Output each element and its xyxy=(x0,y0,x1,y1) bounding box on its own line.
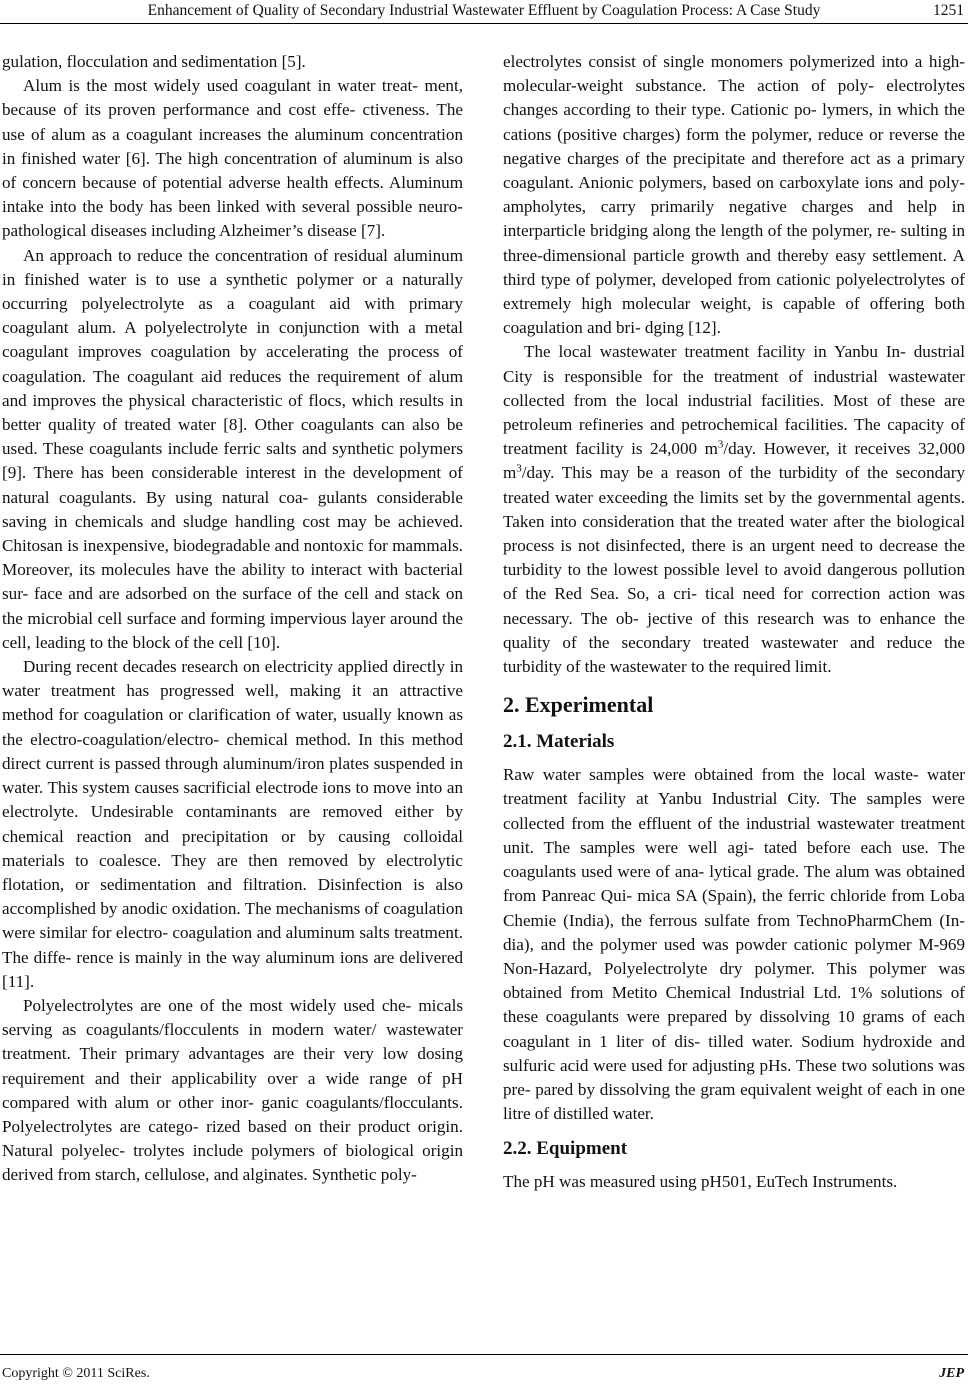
paragraph xyxy=(503,340,965,679)
left-column xyxy=(2,50,463,1188)
paragraph: An approach to reduce the concentration of residual aluminum in finished water is to use a synthetic polymer or a naturally occurring polyelectrolyte as a coagulant aid with primary coagulant alum. A polyelectrolyte in conjunction with a metal coagulant improves coagulation by accelerating the process of coagulation. The coagulant aid reduces the requirement of alum and improves the physical characteristic of flocs, which results in better quality of treated water [8]. Other coagulants can also be used. These coagulants include ferric salts and synthetic polymers [9]. There has been considerable interest in the development of natural coagulants. By using natural coa- gulants considerable saving in chemicals and sludge handling cost may be achieved. Chitosan is inexpensive, biodegradable and nontoxic for mammals. Moreover, its molecules have the ability to interact with bacterial sur- face and are adsorbed on the surface of the cell and stack on the microbial cell surface and forming impervious layer around the cell, leading to the block of the cell [10]. xyxy=(2,245,463,652)
page-number: 1251 xyxy=(933,2,964,19)
section-heading: 2. Experimental xyxy=(503,692,654,718)
text-run: The local wastewater treatment facility in Yanbu In- dustrial City is responsible for the treatment of industrial wastewater collected from the local industrial facilities. Most of these are petroleum refineries and petrochemical facilities. The capacity of treatment facility is 24,000 m xyxy=(503,342,965,459)
text-run: /day. This may be a reason of the turbidity of the secondary treated water exceeding the limits set by the governmental agents. Taken into consideration that the treated water after the biological process is not disinfected, there is an urgent need to decrease the turbidity to the lowest possible level to avoid dangerous pollution of the Red Sea. So, a cri- tical need for correction action was necessary. The ob- jective of this research was to enhance the quality of the secondary treated wastewater and reduce the turbidity of the wastewater to the required limit. xyxy=(503,463,965,677)
paragraph: Raw water samples were obtained from the local waste- water treatment facility at Yanbu Industrial City. The samples were collected from the effluent of the industrial wastewater treatment unit. The samples were well agi- tated before each use. The coagulants used were of ana- lytical grade. The alum was obtained from Panreac Qui- mica SA (Spain), the ferric chloride from Loba Chemie (India), the ferrous sulfate from TechnoPharmChem (In- dia), and the polymer used was powder cationic polymer M-969 Non-Hazard, Polyelectrolyte dry polymer. This polymer was obtained from Metito Chemical Industrial Ltd. 1% solutions of these coagulants were prepared by dissolving 10 grams of each coagulant in 1 liter of dis- tilled water. Sodium hydroxide and sulfuric acid were used for adjusting pHs. These two solutions was pre- pared by dissolving the gram equivalent weight of each in one litre of distilled water. xyxy=(503,765,965,1124)
paragraph: Polyelectrolytes are one of the most widely used che- micals serving as coagulants/flocculents in modern water/ wastewater treatment. Their primary advantages are their very low dosing requirement and their applicability over a wide range of pH compared with alum or other inor- ganic coagulants/flocculants. Polyelectrolytes are catego- rized based on their product origin. Natural polyelec- trolytes include polymers of biological origin derived from starch, cellulose, and alginates. Synthetic poly- xyxy=(2,995,463,1185)
page-footer xyxy=(0,1354,968,1384)
copyright-notice: Copyright © 2011 SciRes. xyxy=(2,1366,150,1381)
subsection-heading: 2.1. Materials xyxy=(503,731,615,753)
superscript: 3 xyxy=(717,438,724,451)
text-run: /day. However, it receives 32,000 m xyxy=(503,439,965,483)
running-header xyxy=(0,0,968,30)
paragraph: During recent decades research on electricity applied directly in water treatment has progressed well, making it an attractive method for coagulation or clarification of water, usually known as the electro-coagulation/electro- chemical method. In this method direct current is passed through aluminum/iron plates suspended in water. This system causes sacrificial electrode ions to move into an electrolyte. Undesirable contaminants are removed either by chemical reaction and precipitation or by causing colloidal materials to coalesce. They are then removed by electrolytic flotation, or sedimentation and filtration. Disinfection is also accomplished by anodic oxidation. The mechanisms of coagulation were similar for electro- coagulation and aluminum salts treatment. The diffe- rence is mainly in the way aluminum ions are delivered [11]. xyxy=(2,657,463,991)
subsection-heading: 2.2. Equipment xyxy=(503,1138,628,1160)
footer-rule xyxy=(0,1354,968,1355)
paragraph: gulation, flocculation and sedimentation [5]. xyxy=(2,52,306,71)
paragraph: Alum is the most widely used coagulant in water treat- ment, because of its proven performance and cost effe- ctiveness. The use of alum as a coagulant increases the aluminum concentration in finished water [6]. The high concentration of aluminum is also of concern because of potential adverse health effects. Aluminum intake into the body has been linked with several possible neuro- pathological diseases including Alzheimer’s disease [7]. xyxy=(2,76,463,241)
header-rule xyxy=(0,23,968,24)
paragraph: electrolytes consist of single monomers polymerized into a high-molecular-weight substance. The action of poly- electrolytes changes according to their type. Cationic po- lymers, in which the cations (positive charges) form the polymer, reduce or reverse the negative charges of the precipitate and therefore act as a primary coagulant. Anionic polymers, based on carboxylate ions and poly- ampholytes, carry primarily negative charges and help in interparticle bridging along the length of the polymer, re- sulting in three-dimensional particle growth and thereby easy settlement. A third type of polymer, developed from cationic polyelectrolytes of extremely high molecular weight, is capable of offering both coagulation and bri- dging [12]. xyxy=(503,52,965,338)
journal-abbreviation: JEP xyxy=(939,1366,964,1381)
superscript: 3 xyxy=(516,462,522,475)
right-column xyxy=(503,50,965,1195)
running-title: Enhancement of Quality of Secondary Industrial Wastewater Effluent by Coagulation Process: A Case Study xyxy=(147,2,821,19)
paragraph: The pH was measured using pH501, EuTech Instruments. xyxy=(503,1172,898,1192)
